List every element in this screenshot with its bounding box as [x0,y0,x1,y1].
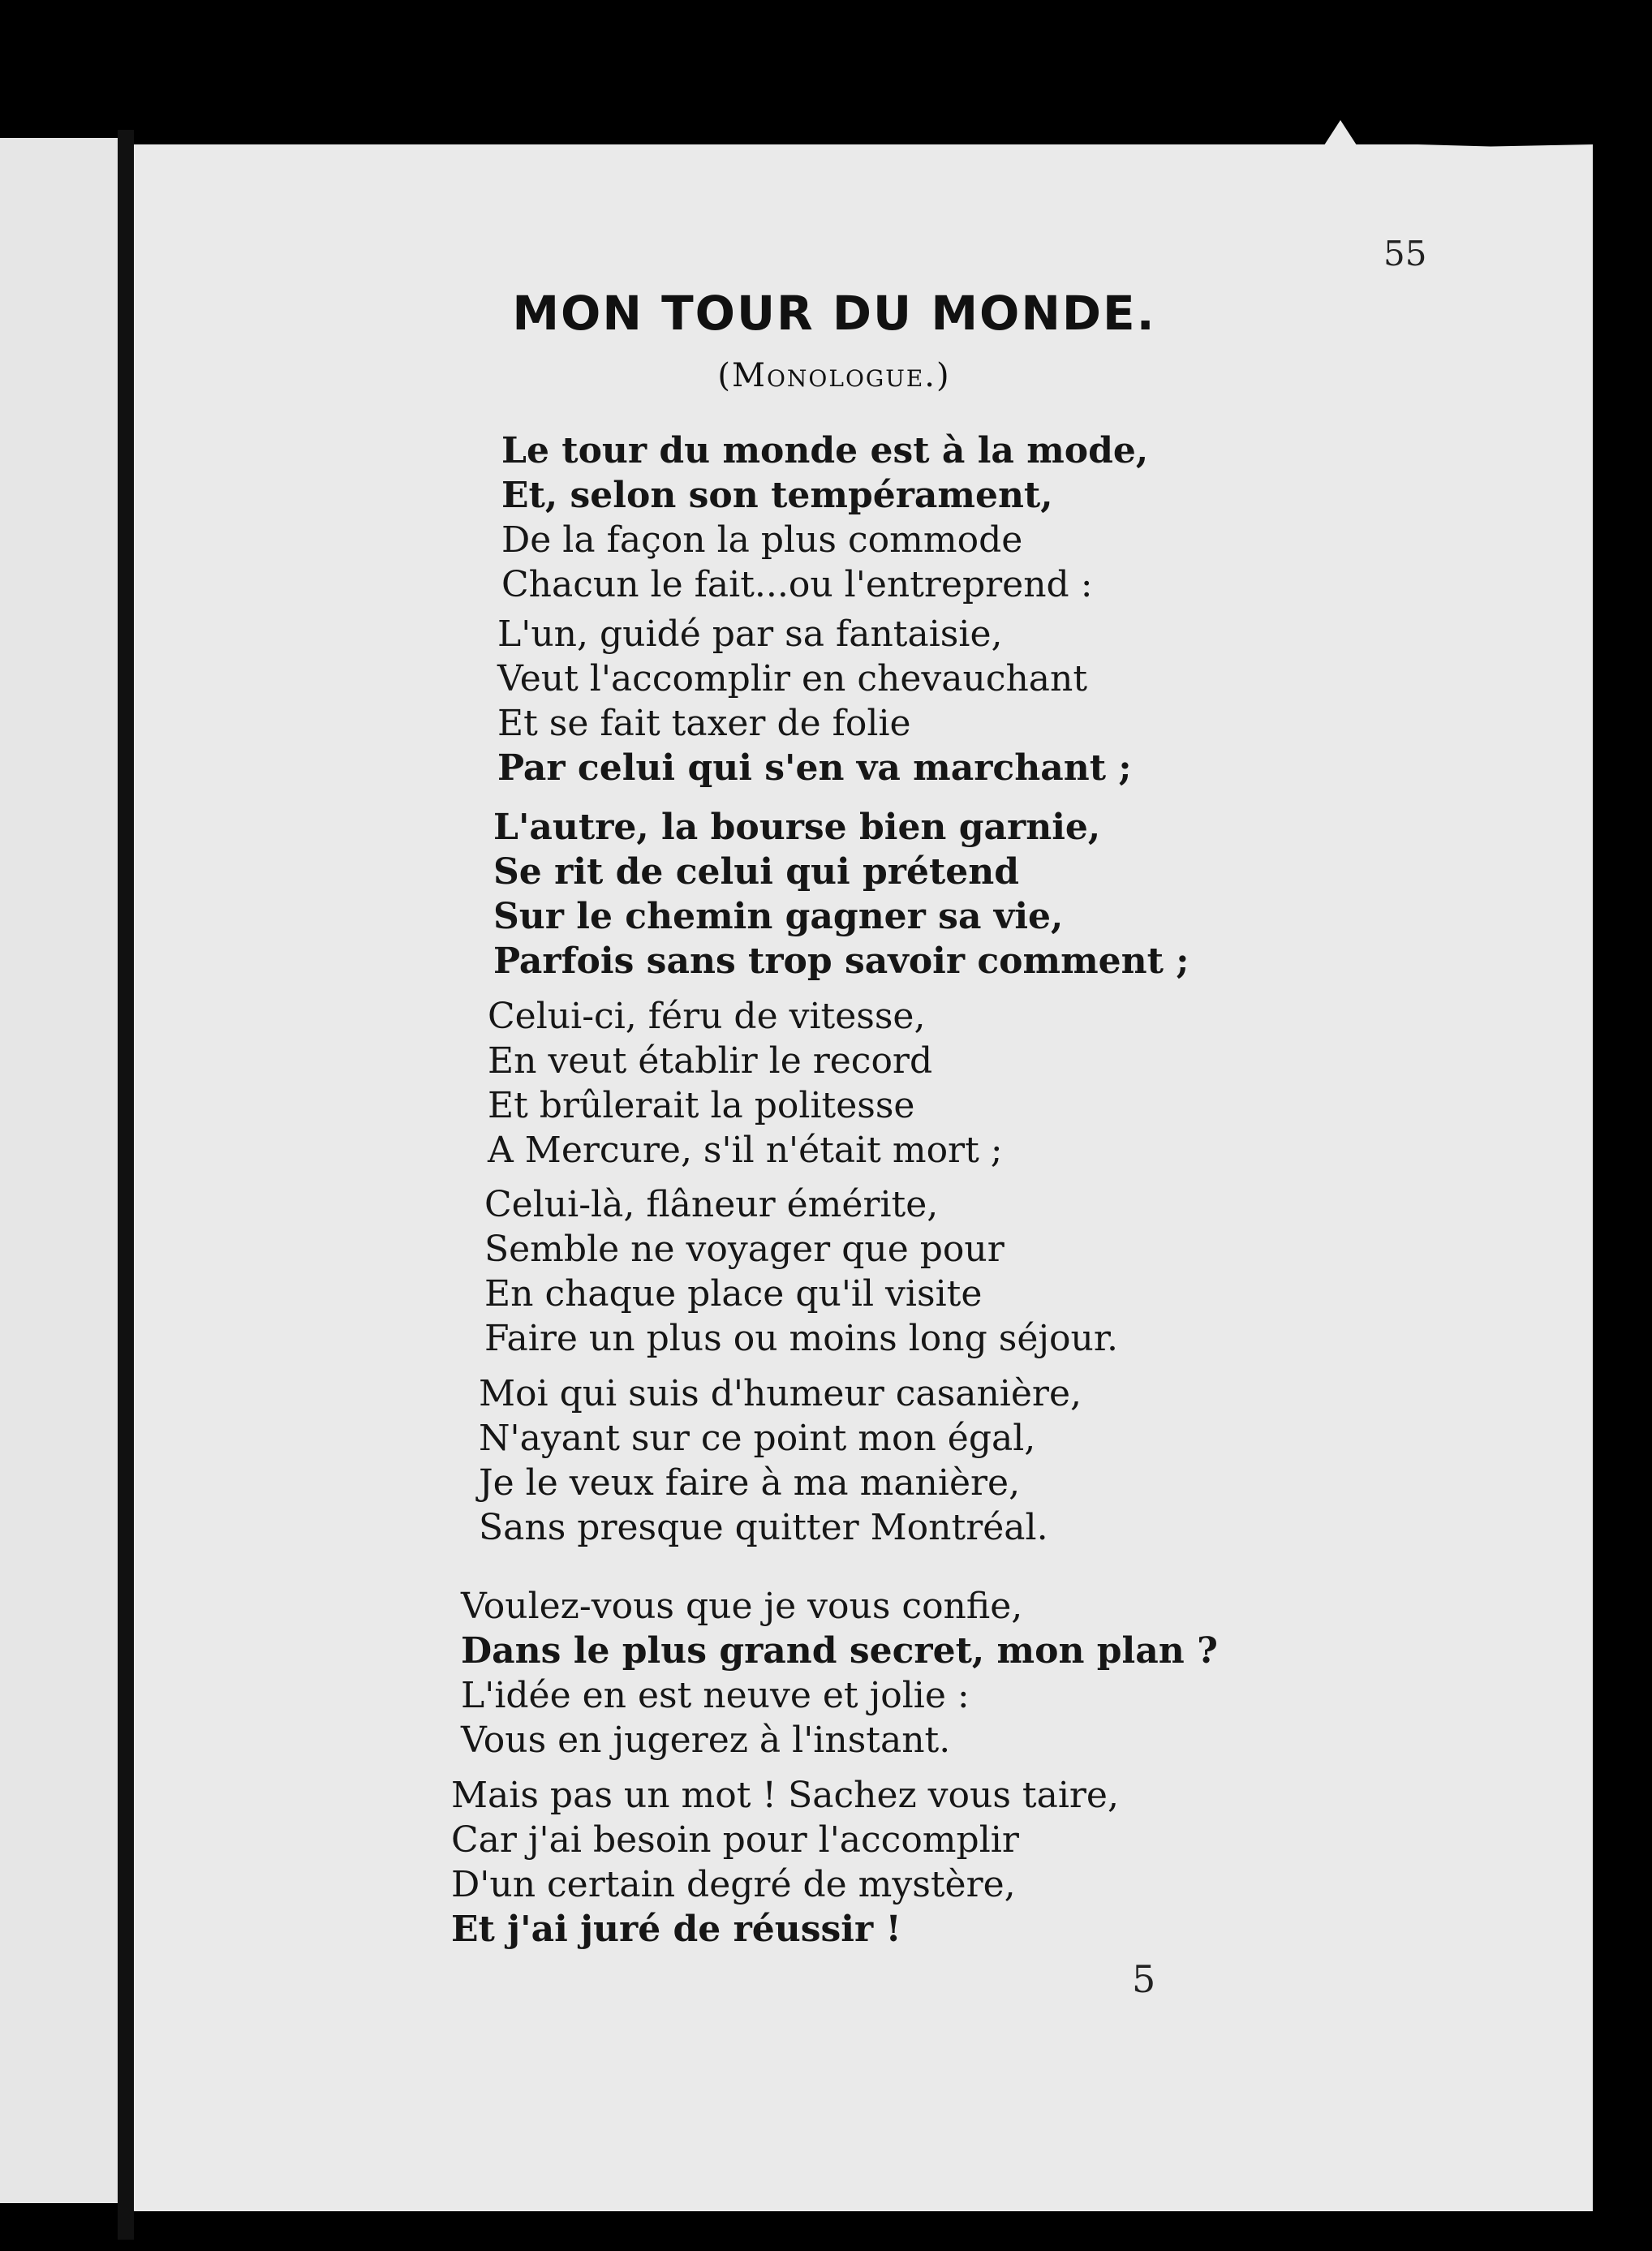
verse-line: Le tour du monde est à la mode, [501,430,1149,471]
poem-subtitle: (Monologue.) [717,357,951,394]
verse-line: Par celui qui s'en va marchant ; [497,747,1132,789]
stanza-8 [451,1773,1119,1952]
verse-line: Car j'ai besoin pour l'accomplir [451,1819,1019,1861]
verse-line: Sans presque quitter Montréal. [479,1507,1048,1548]
verse-line: Et brûlerait la politesse [488,1085,915,1126]
verse-line: Semble ne voyager que pour [484,1229,1005,1270]
stanza-1 [501,428,1148,607]
verse-line: Sur le chemin gagner sa vie, [493,896,1064,937]
verse-line: Et, selon son tempérament, [501,475,1053,516]
verse-line: En veut établir le record [488,1040,933,1082]
verse-line: Mais pas un mot ! Sachez vous taire, [451,1775,1119,1816]
verse-line: Celui-là, flâneur émérite, [484,1184,939,1225]
verse-line: De la façon la plus commode [501,519,1023,561]
verse-line: L'autre, la bourse bien garnie, [493,807,1101,848]
verse-line: Et j'ai juré de réussir ! [451,1909,901,1950]
signature-mark: 5 [1132,1957,1156,2001]
book-spine [118,130,134,2240]
stanza-6 [479,1371,1082,1550]
verse-line: En chaque place qu'il visite [484,1273,983,1315]
page-number: 55 [1383,234,1427,273]
verse-line: L'un, guidé par sa fantaisie, [497,613,1003,655]
stanza-2 [497,612,1132,790]
verse-line: Je le veux faire à ma manière, [479,1462,1021,1504]
verse-line: L'idée en est neuve et jolie : [461,1675,970,1716]
page-corner-fold [1323,120,1358,148]
verse-line: Se rit de celui qui prétend [493,851,1020,893]
stanza-4 [488,994,1003,1173]
verse-line: Parfois sans trop savoir comment ; [493,940,1190,982]
verse-line: Veut l'accomplir en chevauchant [497,658,1088,699]
verse-line: Et se fait taxer de folie [497,703,911,744]
verse-line: Chacun le fait...ou l'entreprend : [501,564,1093,605]
verse-line: N'ayant sur ce point mon égal, [479,1418,1036,1459]
verse-line: D'un certain degré de mystère, [451,1864,1016,1905]
stanza-3 [493,805,1190,983]
stanza-7 [461,1584,1218,1762]
verse-line: Voulez-vous que je vous confie, [461,1586,1023,1627]
verse-line: Dans le plus grand secret, mon plan ? [461,1630,1218,1672]
verse-line: Vous en jugerez à l'instant. [461,1719,951,1761]
stanza-5 [484,1182,1118,1361]
verse-line: Celui-ci, féru de vitesse, [488,996,926,1037]
verse-line: Moi qui suis d'humeur casanière, [479,1373,1082,1414]
poem-title: MON TOUR DU MONDE. [512,286,1156,341]
facing-page-edge [0,138,118,2203]
verse-line: A Mercure, s'il n'était mort ; [488,1130,1003,1171]
verse-line: Faire un plus ou moins long séjour. [484,1318,1119,1359]
